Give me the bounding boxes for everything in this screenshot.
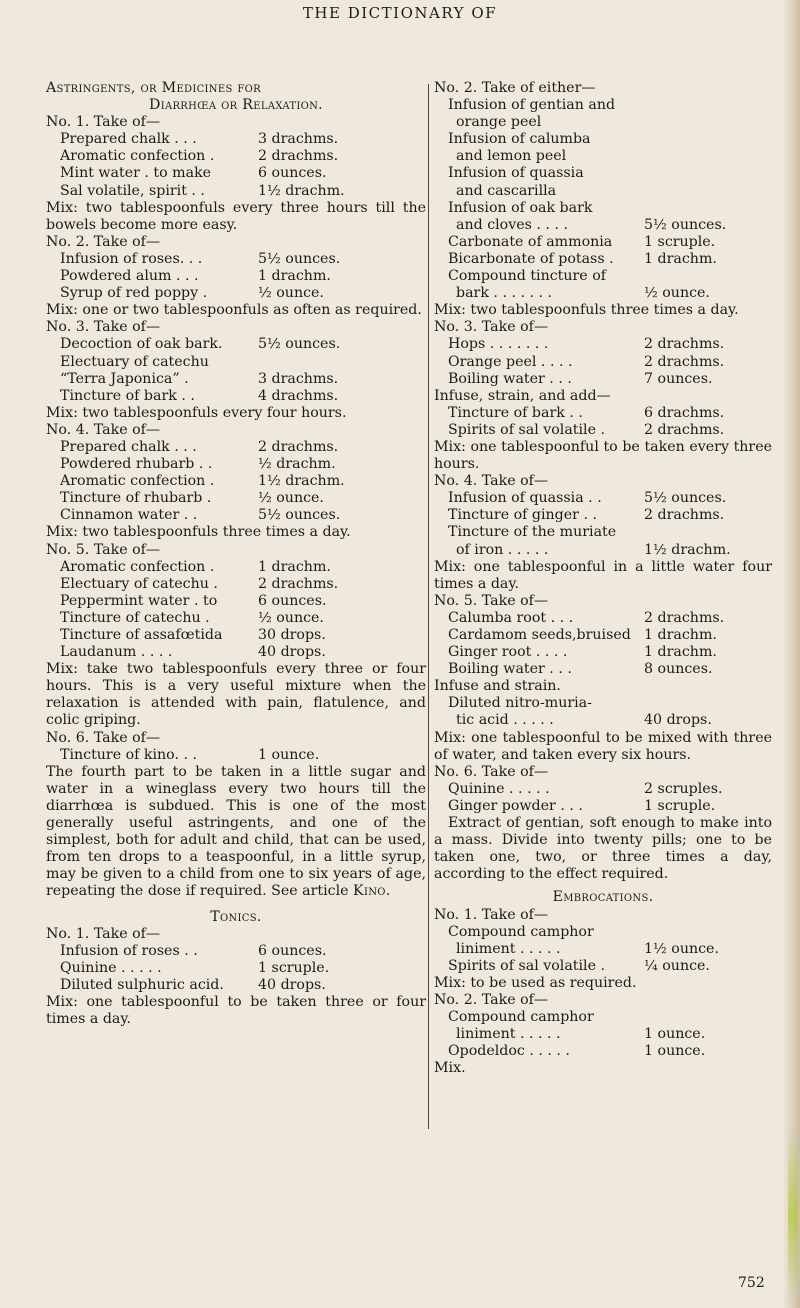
ingredient-line: orange peel <box>456 114 542 131</box>
ingredient-name: Peppermint water . to <box>60 592 218 609</box>
ingredient-row <box>46 473 426 490</box>
ingredient-row <box>434 507 772 524</box>
ingredient-name: Spirits of sal volatile . <box>448 421 605 438</box>
ingredient-quantity: ½ ounce. <box>258 490 324 507</box>
ingredient-row <box>434 610 772 627</box>
mix-instructions: Mix: one tablespoonful in a little water four times a day. <box>434 558 772 592</box>
ingredient-row <box>46 439 426 456</box>
mix-instructions: Mix: one tablespoonful to be taken every three hours. <box>434 438 772 473</box>
ingredient-row <box>46 507 426 524</box>
ingredient-name: Powdered rhubarb . . <box>60 456 213 473</box>
recipe-title: No. 3. Take of— <box>46 319 161 336</box>
ingredient-name: Electuary of catechu <box>60 353 209 370</box>
mix-instructions: Mix: two tablespoonfuls every four hours. <box>46 404 347 421</box>
ingredient-row <box>434 371 772 388</box>
ingredient-row <box>434 958 772 975</box>
ingredient-row <box>434 1009 772 1026</box>
section-subheading: Diarrhœa or Relaxation. <box>149 97 323 114</box>
ingredient-quantity <box>644 924 772 941</box>
ingredient-row <box>46 559 426 576</box>
ingredient-quantity: 1 ounce. <box>258 746 320 763</box>
ingredient-line: Infusion of oak bark <box>448 199 593 216</box>
page-edge-stain <box>788 1130 798 1300</box>
ingredient-row <box>434 542 772 559</box>
ingredient-name: Opodeldoc . . . . . <box>448 1043 570 1060</box>
recipe-title: No. 1. Take of— <box>434 906 549 923</box>
ingredient-row <box>46 610 426 627</box>
ingredient-name: Cardamom seeds,bruised <box>448 627 631 643</box>
ingredient-quantity: 1½ drachm. <box>258 473 345 490</box>
ingredient-name: liniment . . . . . <box>456 940 561 957</box>
ingredient-row <box>46 456 426 473</box>
ingredient-name: Spirits of sal volatile . <box>448 957 605 974</box>
ingredient-name: and cloves . . . . <box>456 216 568 233</box>
ingredient-row <box>46 131 426 148</box>
ingredient-row <box>46 165 426 182</box>
ingredient-row <box>434 217 772 234</box>
recipe-title: No. 5. Take of— <box>46 541 161 558</box>
ingredient-row <box>434 234 772 251</box>
running-header: THE DICTIONARY OF <box>302 4 498 22</box>
ingredient-quantity: 6 ounces. <box>258 165 327 182</box>
ingredient-quantity: 30 drops. <box>258 627 326 643</box>
ingredient-row <box>46 148 426 165</box>
ingredient-line: Infusion of calumba <box>448 131 591 148</box>
ingredient-row <box>46 627 426 644</box>
ingredient-name: Aromatic confection . <box>60 558 215 575</box>
ingredient-row <box>434 924 772 941</box>
ingredient-name: Tincture of bark . . <box>60 387 195 404</box>
ingredient-quantity: 2 drachms. <box>258 575 339 592</box>
ingredient-quantity <box>644 695 772 712</box>
ingredient-name: Ginger powder . . . <box>448 797 583 814</box>
recipe-title: No. 2. Take of— <box>46 233 161 250</box>
ingredient-line: and lemon peel <box>456 148 567 165</box>
ingredient-name: Prepared chalk . . . <box>60 131 197 148</box>
ingredient-name: Compound tincture of <box>448 268 606 285</box>
ingredient-quantity: 5½ ounces. <box>644 490 727 507</box>
ingredient-row <box>434 781 772 798</box>
recipe-title: No. 6. Take of— <box>46 729 161 746</box>
ingredient-name: Quinine . . . . . <box>60 959 162 976</box>
ingredient-row <box>434 268 772 285</box>
ingredient-name: Tincture of the muriate <box>448 524 617 541</box>
ingredient-row <box>46 576 426 593</box>
page-edge-shadow <box>782 0 800 1308</box>
ingredient-quantity: 5½ ounces. <box>644 216 727 233</box>
ingredient-name: Decoction of oak bark. <box>60 336 223 353</box>
ingredient-quantity: 2 scruples. <box>644 780 723 797</box>
ingredient-quantity: 6 drachms. <box>644 404 725 421</box>
ingredient-quantity: 1 drachm. <box>644 250 717 267</box>
ingredient-name: bark . . . . . . . <box>456 285 553 302</box>
ingredient-quantity: 40 drops. <box>644 712 712 729</box>
mix-instructions: Mix: two tablespoonfuls three times a day. <box>46 524 351 541</box>
ingredient-quantity: 1 scruple. <box>644 797 716 814</box>
ingredient-name: Diluted sulphuric acid. <box>60 976 224 993</box>
mix-instructions: Mix: one or two tablespoonfuls as often as required. <box>46 302 422 319</box>
ingredient-name: Aromatic confection . <box>60 473 215 490</box>
ingredient-quantity: 1 drachm. <box>258 558 331 575</box>
ingredient-row <box>46 354 426 371</box>
ingredient-row <box>434 712 772 729</box>
ingredient-row <box>434 644 772 661</box>
ingredient-quantity: 1 ounce. <box>644 1043 706 1060</box>
recipe-title: No. 1. Take of— <box>46 925 161 942</box>
ingredient-name: Ginger root . . . . <box>448 644 568 661</box>
ingredient-name: Bicarbonate of potass . <box>448 250 614 267</box>
ingredient-name: tic acid . . . . . <box>456 712 554 729</box>
mix-instructions: Mix: one tablespoonful to be mixed with three of water, and taken every six hours. <box>434 729 772 763</box>
recipe-title: No. 5. Take of— <box>434 592 549 609</box>
ingredient-quantity: 1 scruple. <box>644 233 716 250</box>
ingredient-row <box>434 336 772 353</box>
right-column <box>434 80 772 1077</box>
ingredient-name: Mint water . to make <box>60 165 212 182</box>
ingredient-name: Carbonate of ammonia <box>448 233 613 250</box>
ingredient-quantity: 8 ounces. <box>644 661 713 678</box>
ingredient-name: Infusion of roses. . . <box>60 250 203 267</box>
ingredient-name: Calumba root . . . <box>448 609 574 626</box>
ingredient-quantity: 1½ drachm. <box>258 182 345 199</box>
ingredient-row <box>46 336 426 353</box>
page-number: 752 <box>738 1275 765 1291</box>
recipe-note-text: The fourth part to be taken in a little sugar and water in a wineglass every two hours till the diarrhœa is subdued. This is one of the most generally useful astringents, and one of the simplest, both for adult and child, that can be used, from ten drops to a teaspoonful, in a little syrup, may be given to a child from one to six years of age, repeating the dose if required. See article <box>46 763 426 900</box>
ingredient-row <box>434 661 772 678</box>
preparation-step: Infuse and strain. <box>434 678 561 695</box>
ingredient-name: Tincture of assafœtida <box>60 627 223 643</box>
ingredient-row <box>46 268 426 285</box>
ingredient-name: Tincture of kino. . . <box>60 746 198 763</box>
ingredient-quantity: 1 drachm. <box>258 268 331 285</box>
ingredient-name: Diluted nitro-muria- <box>448 695 592 712</box>
ingredient-row <box>46 371 426 388</box>
recipe-title: No. 6. Take of— <box>434 763 549 780</box>
ingredient-line: and cascarilla <box>456 182 557 199</box>
ingredient-row <box>46 490 426 507</box>
ingredient-line: Infusion of gentian and <box>448 97 616 114</box>
ingredient-name: of iron . . . . . <box>456 541 549 558</box>
ingredient-quantity: ½ drachm. <box>258 456 336 473</box>
ingredient-row <box>434 490 772 507</box>
ingredient-name: Prepared chalk . . . <box>60 438 197 455</box>
ingredient-quantity: 2 drachms. <box>644 507 725 524</box>
ingredient-row <box>434 354 772 371</box>
ingredient-row <box>46 285 426 302</box>
ingredient-name: liniment . . . . . <box>456 1026 561 1043</box>
recipe-title: No. 4. Take of— <box>46 421 161 438</box>
ingredient-quantity: 5½ ounces. <box>258 507 341 524</box>
mix-instructions: Mix. <box>434 1060 466 1077</box>
ingredient-name: Boiling water . . . <box>448 370 572 387</box>
ingredient-quantity: 6 ounces. <box>258 592 327 609</box>
ingredient-row <box>434 798 772 815</box>
ingredient-name: Aromatic confection . <box>60 148 215 165</box>
ingredient-quantity <box>644 268 772 285</box>
ingredient-row <box>46 977 426 994</box>
left-column <box>46 80 426 1028</box>
section-heading-tonics: Tonics. <box>210 908 262 925</box>
ingredient-quantity: 40 drops. <box>258 976 326 993</box>
recipe-title: No. 2. Take of either— <box>434 80 596 96</box>
ingredient-quantity: 1 drachm. <box>644 644 717 661</box>
ingredient-name: Laudanum . . . . <box>60 644 173 661</box>
ingredient-quantity <box>644 524 772 541</box>
ingredient-quantity: 6 ounces. <box>258 942 327 959</box>
mix-instructions: Mix: one tablespoonful to be taken three or four times a day. <box>46 993 426 1028</box>
ingredient-quantity: 2 drachms. <box>258 438 339 455</box>
ingredient-name: “Terra Japonica” . <box>60 370 189 387</box>
ingredient-name: Tincture of rhubarb . <box>60 490 212 507</box>
ingredient-row <box>46 960 426 977</box>
ingredient-name: Infusion of roses . . <box>60 942 198 959</box>
recipe-title: No. 4. Take of— <box>434 473 549 490</box>
ingredient-quantity <box>644 1009 772 1026</box>
ingredient-quantity: 3 drachms. <box>258 131 339 148</box>
ingredient-row <box>434 695 772 712</box>
mix-instructions: Mix: two tablespoonfuls every three hours till the bowels become more easy. <box>46 199 426 233</box>
recipe-title: No. 2. Take of— <box>434 991 549 1008</box>
ingredient-quantity: ¼ ounce. <box>644 957 710 974</box>
ingredient-name: Hops . . . . . . . <box>448 336 549 353</box>
recipe-note: Extract of gentian, soft enough to make into a mass. Divide into twenty pills; one to be taken one, two, or three times a day, according to the effect required. <box>434 815 772 883</box>
ingredient-row <box>46 644 426 661</box>
ingredient-row <box>434 1026 772 1043</box>
ingredient-row <box>46 747 426 764</box>
ingredient-quantity: 5½ ounces. <box>258 336 341 353</box>
ingredient-row <box>434 251 772 268</box>
recipe-note <box>46 764 426 901</box>
ingredient-quantity <box>258 354 426 371</box>
preparation-step: Infuse, strain, and add— <box>434 387 611 404</box>
ingredient-name: Compound camphor <box>448 1009 594 1026</box>
cross-reference: Kino. <box>353 883 391 900</box>
ingredient-quantity: 2 drachms. <box>644 421 725 438</box>
mix-instructions: Mix: two tablespoonfuls three times a day. <box>434 302 739 319</box>
ingredient-row <box>434 1043 772 1060</box>
ingredient-quantity: ½ ounce. <box>258 285 324 302</box>
recipe-title: No. 1. Take of— <box>46 114 161 131</box>
ingredient-quantity: ½ ounce. <box>644 285 710 302</box>
ingredient-name: Powdered alum . . . <box>60 268 199 285</box>
ingredient-quantity: 5½ ounces. <box>258 250 341 267</box>
ingredient-name: Compound camphor <box>448 923 594 940</box>
ingredient-name: Syrup of red poppy . <box>60 285 208 302</box>
ingredient-name: Tincture of bark . . <box>448 404 583 421</box>
ingredient-name: Infusion of quassia . . <box>448 490 602 507</box>
ingredient-row <box>434 285 772 302</box>
ingredient-quantity: ½ ounce. <box>258 609 324 626</box>
ingredient-row <box>434 422 772 439</box>
ingredient-quantity: 40 drops. <box>258 644 326 661</box>
ingredient-row <box>434 405 772 422</box>
ingredient-name: Boiling water . . . <box>448 661 572 678</box>
ingredient-quantity: 1 drachm. <box>644 627 717 643</box>
section-heading-astringents: Astringents, or Medicines for <box>46 80 261 96</box>
ingredient-row <box>46 593 426 610</box>
ingredient-line: Infusion of quassia <box>448 165 584 182</box>
ingredient-row <box>46 251 426 268</box>
ingredient-quantity: 2 drachms. <box>644 353 725 370</box>
ingredient-quantity: 2 drachms. <box>644 609 725 626</box>
ingredient-quantity: 2 drachms. <box>644 336 725 353</box>
ingredient-quantity: 1½ drachm. <box>644 541 731 558</box>
ingredient-name: Tincture of ginger . . <box>448 507 597 524</box>
ingredient-quantity: 2 drachms. <box>258 148 339 165</box>
ingredient-quantity: 3 drachms. <box>258 370 339 387</box>
ingredient-name: Cinnamon water . . <box>60 507 198 524</box>
ingredient-row <box>434 941 772 958</box>
ingredient-name: Quinine . . . . . <box>448 780 550 797</box>
ingredient-quantity: 4 drachms. <box>258 387 339 404</box>
ingredient-quantity: 1 scruple. <box>258 959 330 976</box>
ingredient-name: Orange peel . . . . <box>448 353 573 370</box>
ingredient-row <box>46 943 426 960</box>
ingredient-name: Tincture of catechu . <box>60 609 210 626</box>
section-heading-embrocations: Embrocations. <box>552 889 654 906</box>
ingredient-name: Sal volatile, spirit . . <box>60 182 205 199</box>
ingredient-quantity: 1½ ounce. <box>644 940 719 957</box>
ingredient-name: Electuary of catechu . <box>60 575 218 592</box>
ingredient-row <box>434 627 772 644</box>
recipe-title: No. 3. Take of— <box>434 319 549 336</box>
mix-instructions: Mix: take two tablespoonfuls every three or four hours. This is a very useful mixture when the relaxation is attended with pain, flatulence, and colic griping. <box>46 661 426 729</box>
ingredient-row <box>46 388 426 405</box>
mix-instructions: Mix: to be used as required. <box>434 974 637 991</box>
ingredient-quantity: 1 ounce. <box>644 1026 706 1043</box>
ingredient-row <box>46 183 426 200</box>
column-divider <box>428 84 429 1129</box>
ingredient-quantity: 7 ounces. <box>644 370 713 387</box>
ingredient-row <box>434 524 772 541</box>
